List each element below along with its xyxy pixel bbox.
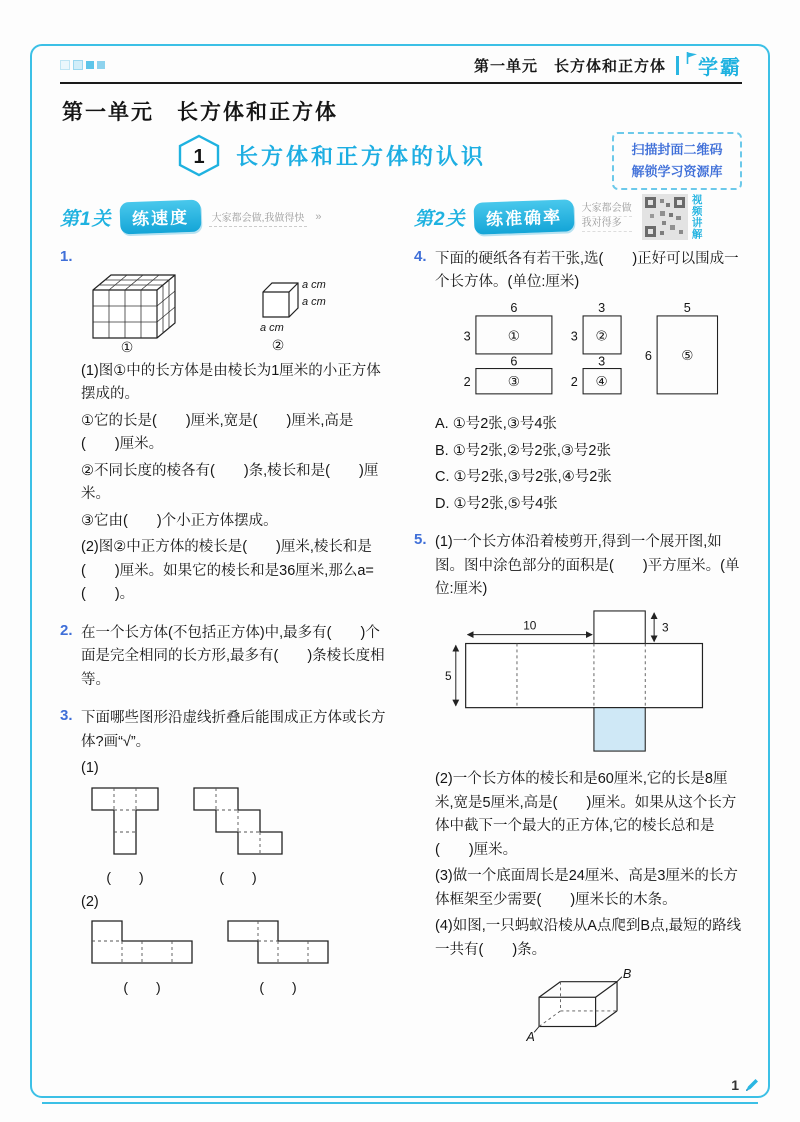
piece-tag: ② bbox=[595, 328, 608, 344]
dim-3-label: 3 bbox=[662, 620, 669, 635]
q5-part2: (2)一个长方体的棱长和是60厘米,它的长是8厘米,宽是5厘米,高是( )厘米。如果从这个长方体中截下一个最大的正方体,它的棱长总和是( )厘米。 bbox=[435, 771, 737, 858]
q4-option-a: A. ①号2张,③号4张 bbox=[435, 416, 557, 433]
q2-text: 在一个长方体(不包括正方体)中,最多有( )个面是完全相同的长方形,最多有( )条棱长度相等。 bbox=[81, 624, 385, 688]
brand-divider bbox=[676, 56, 679, 75]
piece-tag: ① bbox=[507, 328, 521, 344]
net-figure-4 bbox=[227, 920, 329, 964]
right-column bbox=[414, 194, 742, 1055]
small-cube-figure bbox=[253, 268, 359, 354]
section2-tag: 第2关 bbox=[414, 208, 466, 230]
net-item-1 bbox=[91, 787, 159, 889]
lesson-number: 1 bbox=[193, 146, 205, 168]
q5-box-figure-wrap bbox=[521, 968, 742, 1054]
qr-code-icon[interactable] bbox=[642, 194, 688, 240]
net-figure-3 bbox=[91, 920, 193, 964]
dim-label: 6 bbox=[510, 301, 518, 316]
figure2-label: ② bbox=[271, 337, 285, 353]
section1-tag: 第1关 bbox=[60, 208, 112, 230]
lesson-heading bbox=[80, 134, 582, 177]
brand-flag-icon bbox=[685, 51, 698, 65]
q4-figure-wrap bbox=[435, 299, 742, 411]
piece-tag: ③ bbox=[507, 374, 521, 390]
question-2-body bbox=[81, 622, 388, 695]
dim-label: 5 bbox=[683, 301, 691, 316]
point-b-label: B bbox=[622, 968, 632, 981]
dim-label: 2 bbox=[570, 375, 578, 390]
section1-slogan: 大家都会做,我做得快 bbox=[209, 207, 308, 227]
question-1-body bbox=[81, 248, 388, 610]
frame-bottom-line bbox=[42, 1102, 758, 1104]
question-2-number: 2. bbox=[60, 621, 73, 639]
net1-answer-paren: ( ) bbox=[106, 869, 144, 886]
q5-part4: (4)如图,一只蚂蚁沿棱从A点爬到B点,最短的路线一共有( )条。 bbox=[435, 918, 742, 958]
net3-answer-paren: ( ) bbox=[123, 978, 161, 995]
q4-option-d: D. ①号2张,⑤号4张 bbox=[435, 495, 558, 512]
header-right bbox=[474, 51, 742, 80]
unit-crumb: 第一单元 长方体和正方体 bbox=[473, 57, 666, 75]
dim-label: 3 bbox=[463, 329, 471, 344]
columns bbox=[60, 194, 742, 1055]
page-number: 1 bbox=[731, 1077, 739, 1093]
piece-tag: ⑤ bbox=[681, 347, 694, 363]
question-2 bbox=[60, 622, 388, 695]
net-item-4 bbox=[227, 920, 329, 998]
net-figure-2 bbox=[193, 787, 283, 855]
q3-text: 下面哪些图形沿虚线折叠后能围成正方体或长方体?画“√”。 bbox=[81, 710, 386, 750]
qr-scan-note bbox=[612, 132, 742, 190]
section2-slogan bbox=[582, 202, 632, 232]
question-3-body bbox=[81, 707, 388, 1000]
dim-5-label: 5 bbox=[444, 668, 452, 683]
q1-sub2: ②不同长度的棱各有( )条,棱长和是( )厘米。 bbox=[81, 462, 379, 503]
unfolded-net-figure bbox=[441, 608, 737, 756]
pencil-icon bbox=[744, 1077, 760, 1093]
dim-label: 2 bbox=[463, 375, 471, 390]
section2-header bbox=[414, 194, 742, 240]
section1-header bbox=[60, 198, 388, 236]
question-4-number: 4. bbox=[414, 248, 427, 265]
video-help bbox=[642, 194, 703, 240]
net-item-2 bbox=[193, 787, 283, 889]
q4-option-b: B. ①号2张,②号2张,③号2张 bbox=[435, 442, 611, 459]
brand-logo bbox=[685, 51, 742, 80]
question-1-figures bbox=[81, 250, 388, 354]
q5-part1: (1)一个长方体沿着棱剪开,得到一个展开图,如图。图中涂色部分的面积是( )平方厘米。(单位:厘米) bbox=[435, 534, 740, 598]
net4-answer-paren: ( ) bbox=[259, 978, 297, 995]
question-1 bbox=[60, 248, 388, 610]
figure1-label: ① bbox=[120, 339, 134, 354]
q3-net-row2 bbox=[91, 920, 388, 998]
edge-label-bottom: a cm bbox=[260, 322, 284, 334]
piece-tag: ④ bbox=[595, 374, 608, 390]
page-header bbox=[60, 52, 742, 78]
q3-net-row1 bbox=[91, 787, 388, 889]
edge-label-right: a cm bbox=[302, 296, 326, 308]
section1-name: 练速度 bbox=[119, 200, 201, 235]
q5-part3: (3)做一个底面周长是24厘米、高是3厘米的长方体框架至少需要( )厘米长的木条。 bbox=[435, 868, 738, 908]
qr-note-line1: 扫描封面二维码 bbox=[631, 142, 723, 157]
unit-title: 第一单元 长方体和正方体 bbox=[62, 101, 338, 124]
question-5-number: 5. bbox=[414, 531, 427, 549]
slogan-arrow-icon: » bbox=[315, 211, 322, 223]
lesson-row bbox=[60, 130, 742, 190]
dim-10-label: 10 bbox=[523, 618, 537, 633]
net-item-3 bbox=[91, 920, 193, 998]
section2-slogan-line1: 大家都会做 bbox=[582, 202, 632, 217]
q4-text: 下面的硬纸各有若干张,选( )正好可以围成一个长方体。(单位:厘米) bbox=[435, 251, 739, 291]
q4-option-c: C. ①号2张,③号2张,④号2张 bbox=[435, 469, 612, 486]
q1-part1: (1)图①中的长方体是由棱长为1厘米的小正方体摆成的。 bbox=[81, 363, 381, 403]
dim-label: 6 bbox=[510, 354, 518, 369]
dim-label: 3 bbox=[570, 329, 578, 344]
lesson-title: 长方体和正方体的认识 bbox=[235, 144, 486, 169]
deco-squares-icon bbox=[60, 60, 105, 70]
dim-label: 3 bbox=[598, 301, 606, 316]
net-figure-1 bbox=[91, 787, 159, 855]
question-4 bbox=[414, 248, 742, 519]
question-1-number: 1. bbox=[60, 248, 73, 265]
video-label: 视频讲解 bbox=[690, 194, 703, 240]
dim-label: 6 bbox=[644, 348, 652, 363]
section2-name: 练准确率 bbox=[473, 199, 574, 234]
page-content bbox=[32, 48, 768, 1096]
section2-slogan-line2: 我对得多 bbox=[582, 217, 632, 232]
ant-cuboid-figure bbox=[521, 968, 639, 1046]
question-3 bbox=[60, 707, 388, 1000]
header-rule bbox=[60, 82, 742, 84]
brand-text: 学霸 bbox=[698, 56, 742, 79]
question-4-body bbox=[435, 248, 742, 519]
point-a-label: A bbox=[526, 1030, 535, 1045]
cardboard-pieces-figure bbox=[435, 299, 737, 403]
q3-sub1-label: (1) bbox=[81, 760, 99, 777]
left-column bbox=[60, 198, 388, 1055]
q3-sub2-label: (2) bbox=[81, 893, 99, 910]
cube-stack-figure bbox=[81, 250, 231, 354]
q1-sub1: ①它的长是( )厘米,宽是( )厘米,高是( )厘米。 bbox=[81, 412, 354, 453]
dim-label: 3 bbox=[598, 354, 606, 369]
q1-part2: (2)图②中正方体的棱长是( )厘米,棱长和是( )厘米。如果它的棱长和是36厘米,那么a=( )。 bbox=[81, 539, 374, 603]
edge-label-top: a cm bbox=[302, 279, 326, 291]
qr-note-line2: 解锁学习资源库 bbox=[631, 164, 723, 180]
q5-net-figure-wrap bbox=[441, 608, 742, 764]
question-5 bbox=[414, 531, 742, 1054]
page-number-area bbox=[731, 1077, 760, 1093]
question-3-number: 3. bbox=[60, 707, 73, 725]
net2-answer-paren: ( ) bbox=[219, 869, 257, 886]
question-5-body bbox=[435, 531, 742, 1054]
lesson-number-hexagon-icon bbox=[176, 134, 222, 177]
q1-sub3: ③它由( )个小正方体摆成。 bbox=[81, 512, 278, 529]
